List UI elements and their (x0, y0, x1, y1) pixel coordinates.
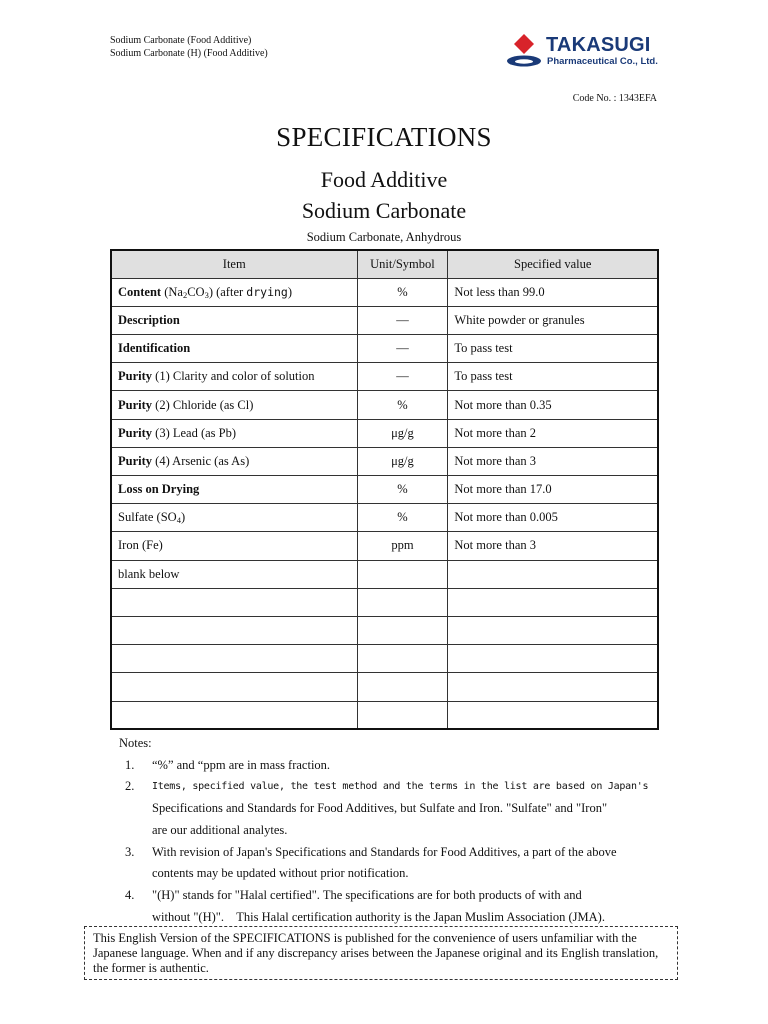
item-cell (111, 532, 357, 560)
table-row-empty (111, 645, 658, 673)
value-cell: To pass test (448, 363, 658, 391)
note-text: "(H)" stands for "Halal certified". The specifications are for both products of with and (152, 887, 582, 902)
specifications-table (110, 249, 659, 730)
notes-heading: Notes: (119, 736, 152, 750)
subscript: 3 (204, 289, 209, 300)
table-row (111, 419, 658, 447)
unit-cell: % (357, 476, 448, 504)
disclaimer-box: This English Version of the SPECIFICATIONS is published for the convenience of users unfamiliar with the Japanese language. When and if any discrepancy arises between the Japanese original and its English translation, the former is authentic. (84, 926, 678, 980)
unit-cell: — (357, 363, 448, 391)
item-detail: (2) Chloride (as Cl) (152, 397, 254, 412)
empty-cell (448, 616, 658, 644)
item-detail: (1) Clarity and color of solution (152, 369, 315, 384)
item-detail: drying (246, 284, 288, 299)
item-cell (111, 335, 357, 363)
subscript: 4 (176, 515, 181, 526)
table-row (111, 476, 658, 504)
subtitle-product: Sodium Carbonate (301, 198, 467, 223)
empty-cell (357, 616, 448, 644)
table-row-empty (111, 588, 658, 616)
table-row (111, 363, 658, 391)
empty-cell (111, 588, 357, 616)
empty-cell (448, 560, 658, 588)
note-text: With revision of Japan's Specifications and Standards for Food Additives, a part of the above (152, 844, 617, 859)
code-number: Code No. : 1343EFA (572, 93, 657, 104)
takasugi-logo-icon (505, 33, 543, 69)
item-name: Sulfate (SO (118, 510, 177, 525)
header-specified-value: Specified value (448, 250, 658, 278)
table-row (111, 335, 658, 363)
empty-cell (448, 701, 658, 729)
item-cell (111, 476, 357, 504)
item-detail: CO (187, 284, 205, 299)
item-name: Purity (118, 397, 153, 412)
empty-cell (448, 673, 658, 701)
item-name: Iron (Fe) (118, 538, 163, 553)
item-name: Description (118, 312, 180, 327)
header-unit: Unit/Symbol (357, 250, 448, 278)
blank-below-label: blank below (111, 560, 357, 588)
unit-cell: % (357, 504, 448, 532)
item-cell (111, 447, 357, 475)
empty-cell (448, 645, 658, 673)
value-cell: White powder or granules (448, 306, 658, 334)
item-cell (111, 419, 357, 447)
empty-cell (357, 645, 448, 673)
empty-cell (357, 560, 448, 588)
note-text: Items, specified value, the test method and the terms in the list are based on Japan's (152, 781, 649, 793)
table-row (111, 504, 658, 532)
page-title: SPECIFICATIONS (276, 122, 492, 152)
item-name: Purity (118, 453, 153, 468)
item-cell (111, 278, 357, 306)
subscript: 2 (182, 289, 188, 300)
table-row-empty (111, 701, 658, 729)
note-item (119, 842, 664, 885)
empty-cell (111, 701, 357, 729)
note-text: are our additional analytes. (152, 822, 288, 837)
empty-cell (111, 616, 357, 644)
item-cell (111, 391, 357, 419)
note-number: 3. (125, 844, 135, 859)
table-row (111, 532, 658, 560)
unit-cell: μg/g (357, 447, 448, 475)
table-row-empty (111, 673, 658, 701)
note-item (119, 755, 664, 777)
item-name: Loss on Drying (118, 482, 200, 497)
unit-cell: — (357, 306, 448, 334)
empty-cell (357, 588, 448, 616)
table-row (111, 306, 658, 334)
item-detail: ) (after (208, 284, 247, 299)
value-cell: Not more than 17.0 (448, 476, 658, 504)
item-detail: (3) Lead (as Pb) (152, 425, 237, 440)
value-cell: Not more than 0.35 (448, 391, 658, 419)
note-item (119, 885, 664, 928)
header-line-1: Sodium Carbonate (Food Additive) (110, 35, 252, 46)
empty-cell (111, 645, 357, 673)
value-cell: Not less than 99.0 (448, 278, 658, 306)
table-row (111, 391, 658, 419)
item-cell (111, 504, 357, 532)
note-item (119, 776, 664, 841)
unit-cell: μg/g (357, 419, 448, 447)
value-cell: To pass test (448, 335, 658, 363)
note-number: 1. (125, 757, 135, 772)
note-text: contents may be updated without prior notification. (152, 866, 409, 881)
company-logo (505, 33, 665, 69)
unit-cell: % (357, 278, 448, 306)
note-text: Specifications and Standards for Food Additives, but Sulfate and Iron. "Sulfate" and "Iron" (152, 801, 608, 816)
item-cell (111, 306, 357, 334)
note-text: without "(H)". This Halal certification authority is the Japan Muslim Association (JMA). (152, 909, 605, 924)
table-row-blank-label (111, 560, 658, 588)
value-cell: Not more than 3 (448, 532, 658, 560)
item-name: Purity (118, 369, 153, 384)
note-text: “%” and “ppm are in mass fraction. (152, 757, 331, 772)
item-detail: ) (180, 510, 186, 525)
item-name: Purity (118, 425, 153, 440)
subtitle-variant: Sodium Carbonate, Anhydrous (306, 230, 462, 244)
empty-cell (357, 673, 448, 701)
unit-cell: % (357, 391, 448, 419)
table-row-empty (111, 616, 658, 644)
item-name: Content (118, 284, 162, 299)
unit-cell: — (357, 335, 448, 363)
subtitle-category: Food Additive (320, 167, 448, 192)
item-detail: ) (287, 284, 293, 299)
value-cell: Not more than 3 (448, 447, 658, 475)
unit-cell: ppm (357, 532, 448, 560)
item-detail: (Na (161, 284, 183, 299)
company-subname: Pharmaceutical Co., Ltd. (547, 56, 658, 67)
table-header-row (111, 250, 658, 278)
header-item: Item (111, 250, 357, 278)
note-number: 2. (125, 779, 135, 794)
note-number: 4. (125, 887, 135, 902)
empty-cell (111, 673, 357, 701)
notes-section (119, 733, 664, 928)
empty-cell (357, 701, 448, 729)
table-row (111, 278, 658, 306)
value-cell: Not more than 2 (448, 419, 658, 447)
item-name: Identification (118, 341, 191, 356)
value-cell: Not more than 0.005 (448, 504, 658, 532)
company-name: TAKASUGI (546, 34, 651, 56)
header-product-names (110, 34, 268, 60)
empty-cell (448, 588, 658, 616)
header-line-2: Sodium Carbonate (H) (Food Additive) (110, 48, 268, 59)
table-row (111, 447, 658, 475)
item-detail: (4) Arsenic (as As) (152, 453, 250, 468)
item-cell (111, 363, 357, 391)
